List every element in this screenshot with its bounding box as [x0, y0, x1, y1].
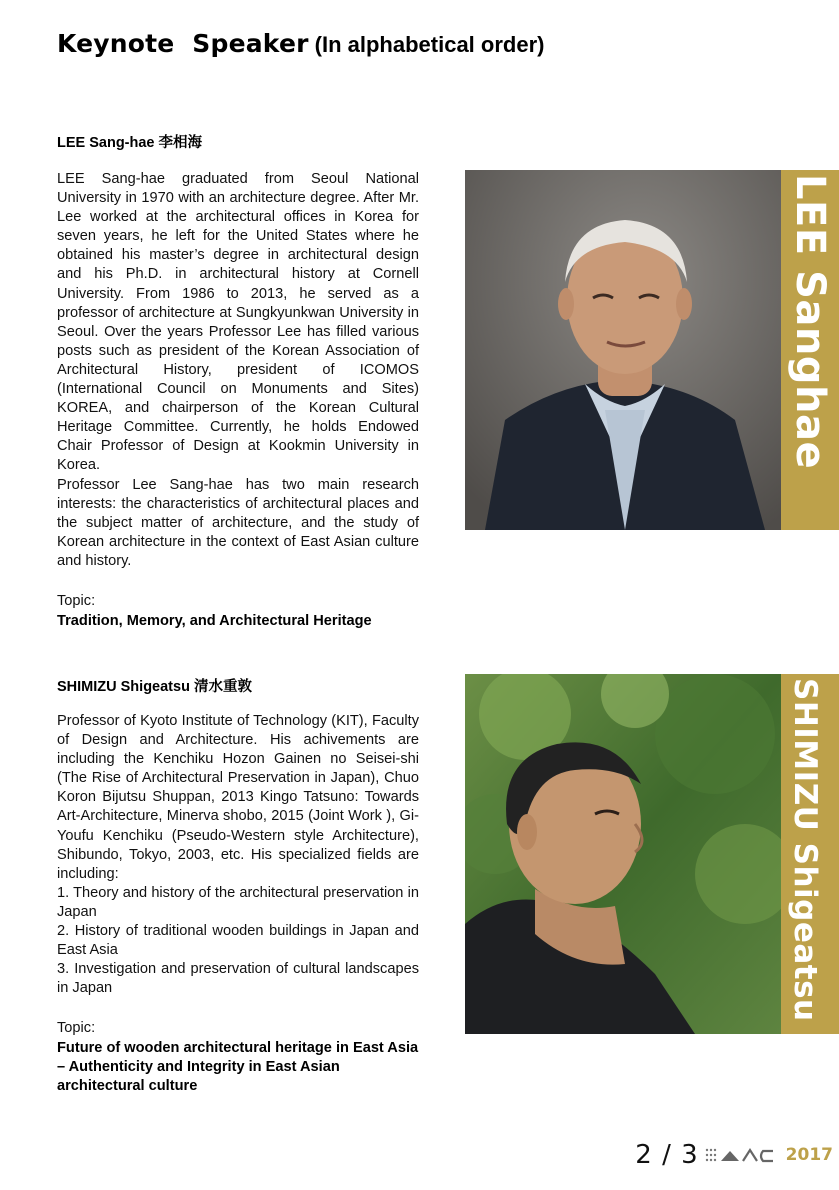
speaker-name-band [781, 170, 839, 530]
bio-list-item: 2. History of traditional wooden buildings in Japan and East Asia [57, 923, 419, 959]
bio-paragraph: LEE Sang-hae graduated from Seoul National University in 1970 with an architecture degree. After Mr. Lee worked at the architectural offices in Korea for seven years, he left for the United States where he obtained his master’s degree in architectural design and his Ph.D. in architectural history at Cornell University. From 1986 to 2013, he served as a professor of architecture at Sungkyunkwan University in Seoul. Over the years Professor Lee has filled various posts such as president of the Korean Association of Architectural History, president of ICOMOS (International Council on Monuments and Sites) KOREA, and chairperson of the Korean Cultural Heritage Committee. Currently, he holds Endowed Chair Professor of Design at Kookmin University in Korea. [57, 171, 419, 474]
page-title-subtitle: (In alphabetical order) [314, 32, 545, 57]
conference-year: 2017 [785, 1145, 833, 1165]
conference-logo-icon [705, 1145, 777, 1165]
topic-title: Tradition, Memory, and Architectural Heritage [57, 613, 372, 629]
speaker-portrait-photo [465, 674, 781, 1034]
speaker-photo-card [465, 674, 839, 1034]
speaker-bio [57, 712, 419, 998]
speaker-portrait-photo [465, 170, 781, 530]
topic-title: Future of wooden architectural heritage in East Asia – Authenticity and Integrity in East Asian architectural culture [57, 1040, 419, 1095]
speaker-name: LEE Sang-hae 李相海 [57, 135, 203, 151]
bio-paragraph: Professor of Kyoto Institute of Technology (KIT), Faculty of Design and Architecture. His achivements are including the Kenchiku Hozon Gainen no Seisei-shi (The Rise of Architectural Preservation in Japan), Chuo Koron Bijutsu Shuppan, 2013 Kingo Tatsuno: Towards Art-Architecture, Minerva shobo, 2015 (Joint Work ), Gi-Youfu Kenchiku (Pseudo-Western style Architecture), Shibundo, Tokyo, 2003, etc. His specialized fields are including: [57, 713, 419, 882]
speaker-name-band [781, 674, 839, 1034]
band-label: LEE Sanghae [787, 174, 833, 470]
page-number: 2 / 3 [635, 1140, 699, 1170]
page-title-main: Keynote Speaker [57, 29, 309, 58]
speaker-bio [57, 170, 419, 571]
topic-label: Topic: [57, 1020, 96, 1036]
page-title [57, 22, 544, 60]
bio-list-item: 3. Investigation and preservation of cultural landscapes in Japan [57, 961, 419, 997]
topic-label: Topic: [57, 593, 96, 609]
page-footer [635, 1140, 833, 1170]
bio-list-item: 1. Theory and history of the architectural preservation in Japan [57, 884, 419, 920]
speaker-name: SHIMIZU Shigeatsu 清水重敦 [57, 679, 252, 695]
band-label: SHIMIZU Shigeatsu [787, 678, 823, 1022]
speaker-photo-card [465, 170, 839, 530]
bio-paragraph: Professor Lee Sang-hae has two main research interests: the characteristics of architectural places and the subject matter of architecture, and the study of Korean architecture in the context of East Asian culture and history. [57, 476, 419, 569]
